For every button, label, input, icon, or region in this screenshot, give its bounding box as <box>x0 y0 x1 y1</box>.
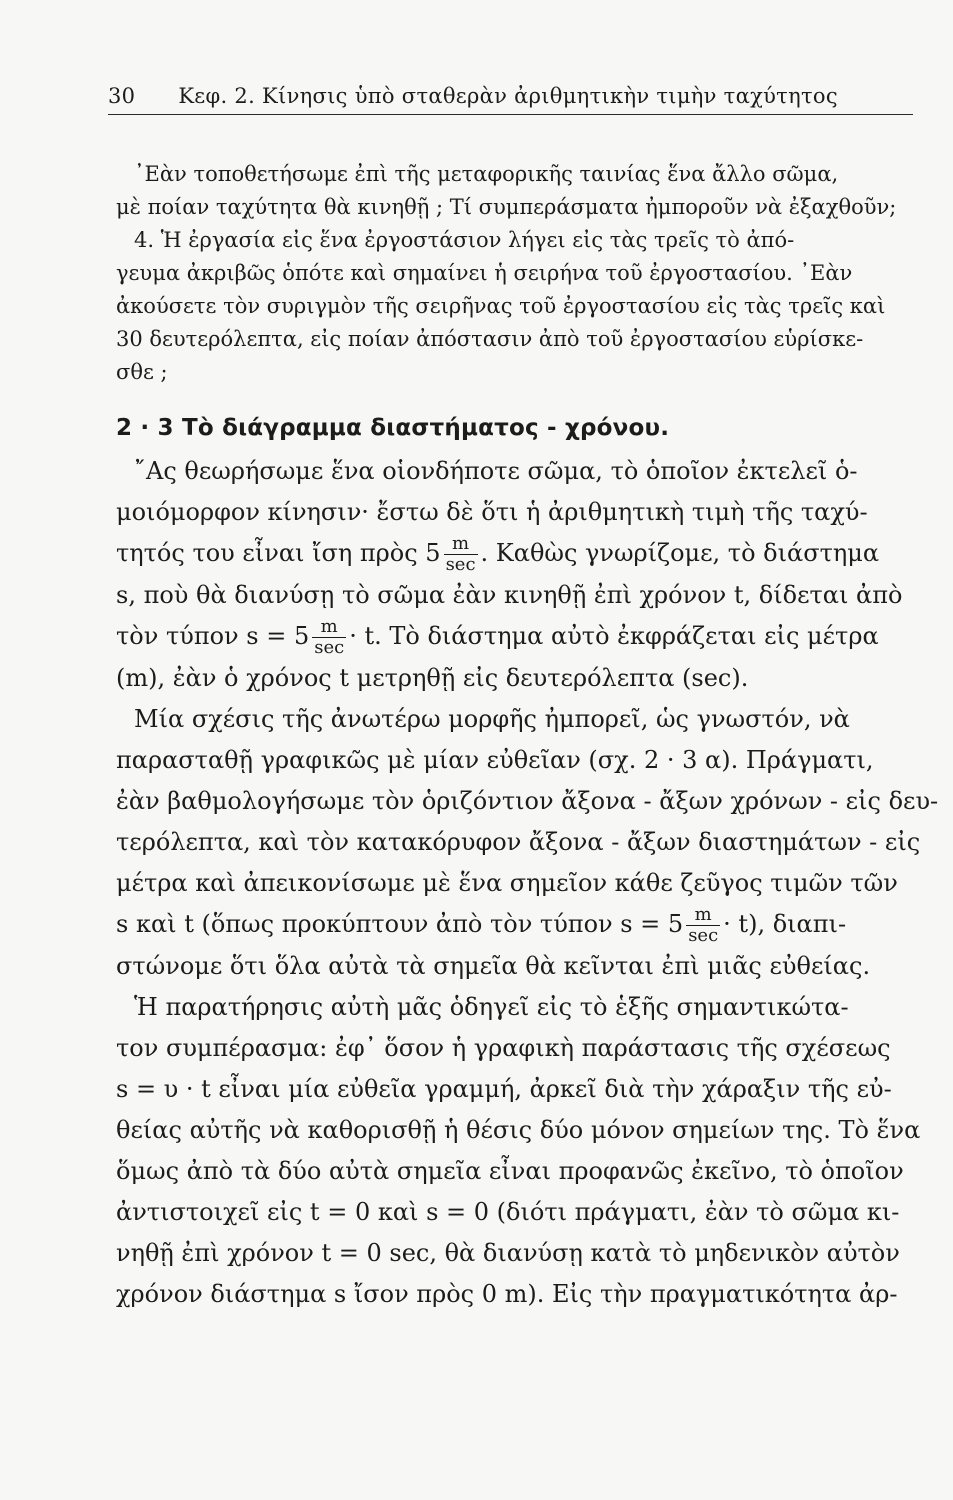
exercise-line: 30 δευτερόλεπτα, εἰς ποίαν ἀπόστασιν ἀπὸ τοῦ ἐργοστασίου εὑρίσκε- <box>116 327 864 351</box>
text-line: s = υ · t εἶναι μία εὐθεῖα γραμμή, ἀρκεῖ διὰ τὴν χάραξιν τῆς εὐ- <box>116 1075 892 1103</box>
text-line: χρόνον διάστημα s ἴσον πρὸς 0 m). Εἰς τὴν πραγματικότητα ἀρ- <box>116 1280 898 1308</box>
fraction-m-per-sec <box>312 617 346 658</box>
text-line: ἐὰν βαθμολογήσωμε τὸν ὁριζόντιον ἄξονα - ἄξων χρόνων - εἰς δευ- <box>116 787 939 815</box>
text-fragment: s καὶ t (ὅπως προκύπτουν ἀπὸ τὸν τύπον s = 5 <box>116 910 684 938</box>
paragraph-1 <box>116 451 916 699</box>
text-line: τον συμπέρασμα: ἐφ᾿ ὅσον ἡ γραφικὴ παράστασις τῆς σχέσεως <box>116 1034 891 1062</box>
fraction-numerator: m <box>320 616 338 637</box>
exercise-line: ᾿Εὰν τοποθετήσωμε ἐπὶ τῆς μεταφορικῆς ταινίας ἕνα ἄλλο σῶμα, <box>134 162 839 186</box>
text-fragment: · t. Τὸ διάστημα αὐτὸ ἐκφράζεται εἰς μέτρα <box>349 622 879 650</box>
text-line: στώνομε ὅτι ὅλα αὐτὰ τὰ σημεῖα θὰ κεῖνται ἐπὶ μιᾶς εὐθείας. <box>116 952 871 980</box>
running-title: Κεφ. 2. Κίνησις ὑπὸ σταθερὰν ἀριθμητικὴν τιμὴν ταχύτητος <box>178 84 838 108</box>
fraction-denominator: sec <box>314 637 345 658</box>
text-line: θείας αὐτῆς νὰ καθορισθῇ ἡ θέσις δύο μόνον σημείων της. Τὸ ἕνα <box>116 1116 921 1144</box>
text-line: ὅμως ἀπὸ τὰ δύο αὐτὰ σημεῖα εἶναι προφανῶς ἐκεῖνο, τὸ ὁποῖον <box>116 1157 904 1185</box>
paragraph-2 <box>116 699 939 987</box>
fraction-numerator: m <box>694 904 712 925</box>
text-fragment: · t), διαπι- <box>723 910 847 938</box>
running-header <box>108 84 913 115</box>
page-body <box>116 158 939 1315</box>
text-line-with-fraction <box>116 616 916 658</box>
text-line: μοιόμορφον κίνησιν· ἔστω δὲ ὅτι ἡ ἀριθμητικὴ τιμὴ τῆς ταχύ- <box>116 498 868 526</box>
fraction-m-per-sec <box>444 534 478 575</box>
text-line: τερόλεπτα, καὶ τὸν κατακόρυφον ἄξονα - ἄξων διαστημάτων - εἰς <box>116 828 921 856</box>
text-line: Ἡ παρατήρησις αὐτὴ μᾶς ὁδηγεῖ εἰς τὸ ἑξῆς σημαντικώτα- <box>134 993 849 1021</box>
section-heading: 2 · 3 Τὸ διάγραμμα διαστήματος - χρόνου. <box>116 415 670 441</box>
exercise-line: ἀκούσετε τὸν συριγμὸν τῆς σειρῆνας τοῦ ἐργοστασίου εἰς τὰς τρεῖς καὶ <box>116 294 886 318</box>
text-line-with-fraction <box>116 904 916 946</box>
fraction-denominator: sec <box>445 554 476 575</box>
text-line: ἀντιστοιχεῖ εἰς t = 0 καὶ s = 0 (διότι πράγματι, ἐὰν τὸ σῶμα κι- <box>116 1198 900 1226</box>
text-line: Μία σχέσις τῆς ἀνωτέρω μορφῆς ἠμπορεῖ, ὡς γνωστόν, νὰ <box>134 705 850 733</box>
exercise-block <box>116 158 916 389</box>
text-fragment: τὸν τύπον s = 5 <box>116 622 310 650</box>
fraction-denominator: sec <box>688 925 719 946</box>
text-fragment: τητός του εἶναι ἴση πρὸς 5 <box>116 539 441 567</box>
text-line: s, ποὺ θὰ διανύσῃ τὸ σῶμα ἐὰν κινηθῇ ἐπὶ χρόνον t, δίδεται ἀπὸ <box>116 581 903 609</box>
text-line: νηθῇ ἐπὶ χρόνον t = 0 sec, θὰ διανύσῃ κατὰ τὸ μηδενικὸν αὐτὸν <box>116 1239 900 1267</box>
text-line: μέτρα καὶ ἀπεικονίσωμε μὲ ἕνα σημεῖον κάθε ζεῦγος τιμῶν τῶν <box>116 869 898 897</box>
text-line: ῎Ας θεωρήσωμε ἕνα οἱονδήποτε σῶμα, τὸ ὁποῖον ἐκτελεῖ ὁ- <box>134 457 858 485</box>
text-fragment: . Καθὼς γνωρίζομε, τὸ διάστημα <box>480 539 880 567</box>
fraction-numerator: m <box>452 533 470 554</box>
text-line-with-fraction <box>116 533 916 575</box>
paragraph-3 <box>116 987 921 1315</box>
text-line: παρασταθῇ γραφικῶς μὲ μίαν εὐθεῖαν (σχ. 2 · 3 α). Πράγματι, <box>116 746 874 774</box>
page-number: 30 <box>108 84 136 108</box>
exercise-line: μὲ ποίαν ταχύτητα θὰ κινηθῇ ; Τί συμπεράσματα ἠμποροῦν νὰ ἐξαχθοῦν; <box>116 195 897 219</box>
exercise-line: σθε ; <box>116 360 168 384</box>
fraction-m-per-sec <box>686 905 720 946</box>
exercise-line: γευμα ἀκριβῶς ὁπότε καὶ σημαίνει ἡ σειρήνα τοῦ ἐργοστασίου. ᾿Εὰν <box>116 261 853 285</box>
text-line: (m), ἐὰν ὁ χρόνος t μετρηθῇ εἰς δευτερόλεπτα (sec). <box>116 664 749 692</box>
exercise-line: 4. Ἡ ἐργασία εἰς ἕνα ἐργοστάσιον λήγει εἰς τὰς τρεῖς τὸ ἀπό- <box>134 228 795 252</box>
